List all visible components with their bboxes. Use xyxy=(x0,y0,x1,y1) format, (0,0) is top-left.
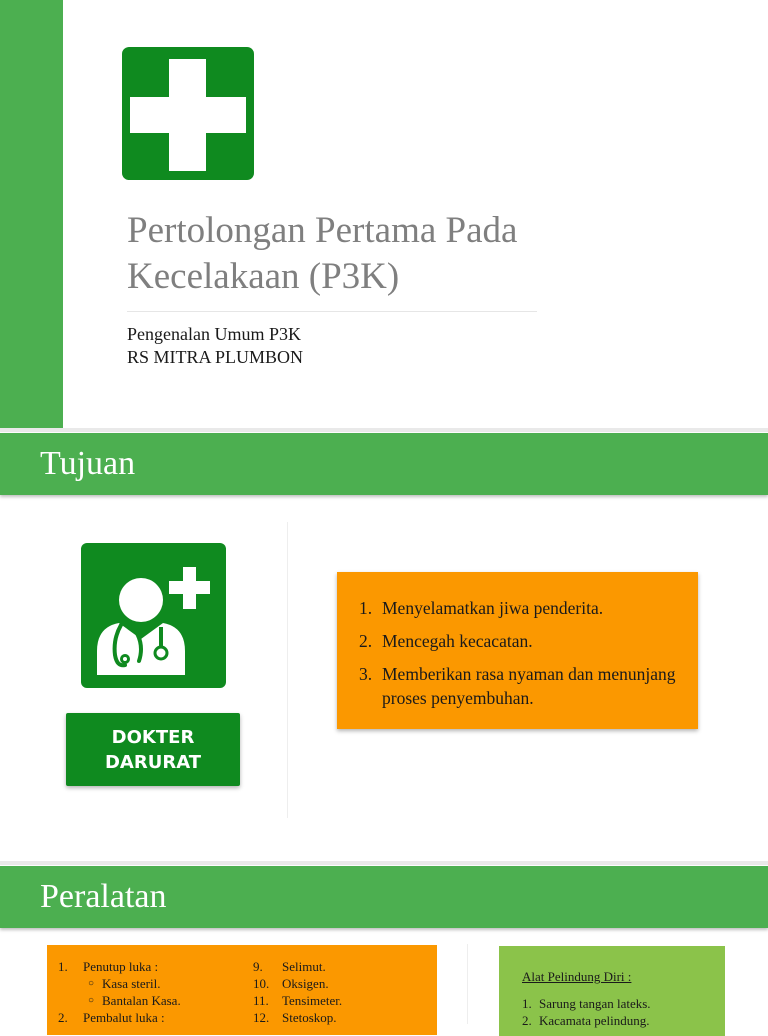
slide-separator xyxy=(0,861,768,865)
goal-number: 2. xyxy=(359,631,373,651)
item-text: Tensimeter. xyxy=(282,993,343,1008)
subtitle-line-2: RS MITRA PLUMBON xyxy=(127,347,304,367)
equipment-item xyxy=(58,958,248,975)
equipment-item xyxy=(253,992,423,1009)
equipment-item xyxy=(58,1009,248,1026)
goal-item xyxy=(359,596,689,620)
apd-title: Alat Pelindung Diri : xyxy=(522,969,632,984)
item-number: 2. xyxy=(522,1013,532,1028)
item-number: 1. xyxy=(522,996,532,1011)
doctor-stethoscope-icon xyxy=(81,543,226,688)
section-header-tujuan xyxy=(0,433,768,495)
dokter-darurat-badge xyxy=(66,713,240,786)
equipment-list-right xyxy=(253,958,423,1026)
goal-number: 3. xyxy=(359,664,373,684)
section-header-peralatan xyxy=(0,866,768,928)
item-text: Pembalut luka : xyxy=(83,1010,165,1025)
goal-number: 1. xyxy=(359,598,373,618)
subitem-text: Kasa steril. xyxy=(102,976,161,991)
goal-text: Menyelamatkan jiwa penderita. xyxy=(382,598,604,618)
item-text: Selimut. xyxy=(282,959,326,974)
slide-subtitle xyxy=(127,323,303,369)
item-number: 9. xyxy=(253,959,263,974)
badge-line-1: DOKTER xyxy=(111,727,195,748)
equipment-item xyxy=(253,958,423,975)
goal-text: Mencegah kecacatan. xyxy=(382,631,533,651)
goal-item xyxy=(359,629,689,653)
section-title: Peralatan xyxy=(40,878,167,915)
column-divider xyxy=(287,522,288,818)
goals-list xyxy=(359,596,689,719)
goal-item xyxy=(359,662,689,710)
section-title: Tujuan xyxy=(40,445,136,482)
equipment-box xyxy=(47,945,437,1035)
bullet-circle-icon: ○ xyxy=(88,995,95,1006)
slide-title-line-1: Pertolongan Pertama Pada xyxy=(127,210,518,251)
bullet-circle-icon: ○ xyxy=(88,978,95,989)
left-accent-bar xyxy=(0,0,63,432)
equipment-list-left xyxy=(58,958,248,1026)
equipment-item xyxy=(253,975,423,992)
goals-box xyxy=(337,572,698,729)
item-text: Penutup luka : xyxy=(83,959,159,974)
subtitle-line-1: Pengenalan Umum P3K xyxy=(127,324,301,344)
doctor-svg xyxy=(81,543,226,688)
item-number: 12. xyxy=(253,1010,270,1025)
item-text: Stetoskop. xyxy=(282,1010,337,1025)
slide-title xyxy=(127,208,567,300)
equipment-item xyxy=(253,1009,423,1026)
equipment-subitem xyxy=(58,992,248,1009)
item-text: Kacamata pelindung. xyxy=(539,1013,650,1028)
slide-separator xyxy=(0,428,768,432)
badge-line-2: DARURAT xyxy=(104,752,202,773)
subitem-text: Bantalan Kasa. xyxy=(102,993,181,1008)
first-aid-cross-icon xyxy=(122,47,254,180)
column-divider xyxy=(467,944,468,1024)
item-text: Oksigen. xyxy=(282,976,329,991)
equipment-subitem xyxy=(58,975,248,992)
item-number: 10. xyxy=(253,976,270,991)
item-number: 1. xyxy=(58,959,68,974)
apd-box xyxy=(499,946,725,1036)
item-text: Sarung tangan lateks. xyxy=(539,996,651,1011)
goal-text: Memberikan rasa nyaman dan menunjang proses penyembuhan. xyxy=(382,664,676,708)
item-number: 2. xyxy=(58,1010,68,1025)
item-number: 11. xyxy=(253,993,269,1008)
cross-horizontal-stroke xyxy=(130,97,246,133)
title-divider xyxy=(127,311,537,312)
slide-title-line-2: Kecelakaan (P3K) xyxy=(127,256,400,297)
